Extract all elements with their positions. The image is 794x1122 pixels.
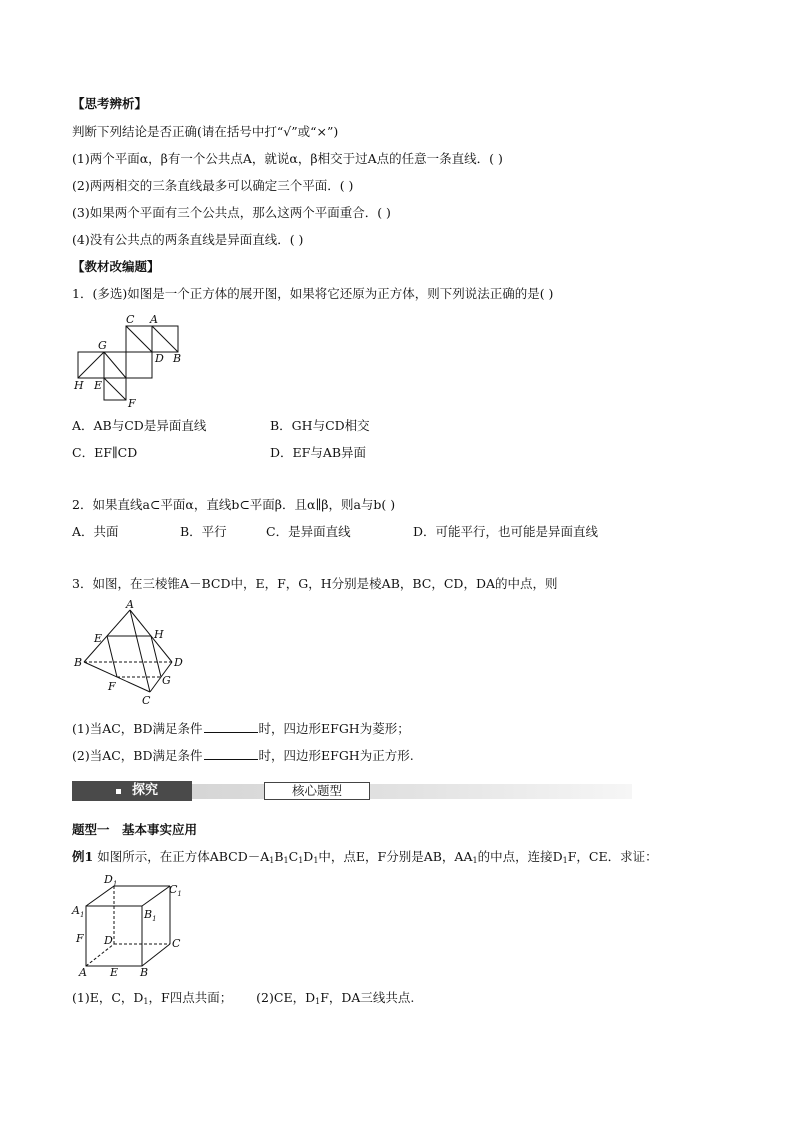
cube-label-d1: $D_1$ (104, 873, 118, 888)
think-item-2: (2)两两相交的三条直线最多可以确定三个平面．( ) (72, 178, 354, 193)
net-label-d: D (155, 352, 164, 365)
subscript: 1 (143, 997, 149, 1006)
section-think-intro: 判断下列结论是否正确(请在括号中打“√”或“×”) (72, 124, 339, 139)
net-label-c: C (126, 313, 135, 326)
banner-dark-label (72, 781, 192, 801)
cube-label-c1: $C_1$ (169, 883, 182, 898)
tetrahedron-lines (84, 610, 172, 692)
q2-option-b: B．平行 (180, 524, 227, 539)
cube-figure (70, 870, 190, 982)
cube-lines (86, 886, 170, 966)
net-label-g: G (98, 339, 107, 352)
net-label-e: E (94, 379, 103, 392)
cube-label-b: B (140, 966, 149, 979)
banner-dark-text: 探究 (132, 783, 159, 798)
example-text-part: 的中点，连接D (477, 849, 563, 864)
subscript: 1 (315, 997, 321, 1006)
tet-label-d: D (174, 656, 183, 669)
tet-label-e: E (94, 632, 103, 645)
proof-2b: F，DA三线共点. (320, 990, 415, 1005)
proof-2: (2)CE，D (256, 990, 316, 1005)
proof-1b: ，F四点共面； (148, 990, 233, 1005)
think-item-4: (4)没有公共点的两条直线是异面直线．( ) (72, 232, 304, 247)
q3-sub2-post: 时，四边形EFGH为正方形. (258, 748, 414, 763)
q2-stem: 2．如果直线a⊂平面α，直线b⊂平面β．且α∥β，则a与b( ) (72, 497, 396, 512)
tet-label-f: F (108, 680, 116, 693)
q2-option-d: D．可能平行，也可能是异面直线 (413, 524, 599, 539)
subscript: 1 (472, 856, 478, 865)
net-label-b: B (173, 352, 182, 365)
q1-stem: 1．(多选)如图是一个正方体的展开图，如果将它还原为正方体，则下列说法正确的是( ) (72, 286, 554, 301)
q1-option-a: A．AB与CD是异面直线 (72, 418, 207, 433)
q1-option-d: D．EF与AB异面 (270, 445, 367, 460)
net-label-a: A (150, 313, 158, 326)
example-text-part: B (274, 849, 284, 864)
example-text-part: C (288, 849, 299, 864)
example-text-part: F，CE．求证： (567, 849, 658, 864)
think-item-3: (3)如果两个平面有三个公共点，那么这两个平面重合．( ) (72, 205, 391, 220)
q3-sub2-blank[interactable] (204, 747, 258, 760)
q3-sub1 (72, 720, 410, 737)
banner-light-label: 核心题型 (264, 782, 370, 800)
section-think-header: 【思考辨析】 (72, 96, 148, 111)
q3-sub1-blank[interactable] (204, 720, 258, 733)
cube-label-d: D (104, 934, 113, 947)
example-text-part: 中，点E，F分别是AB，AA (318, 849, 473, 864)
tet-label-g: G (162, 674, 171, 687)
tet-label-b: B (74, 656, 83, 669)
subscript: 1 (283, 856, 289, 865)
q3-stem: 3．如图，在三棱锥A－BCD中，E，F，G，H分别是棱AB，BC，CD，DA的中点，则 (72, 576, 558, 591)
q2-option-a: A．共面 (72, 524, 119, 539)
subscript: 1 (298, 856, 304, 865)
cube-label-c: C (172, 937, 181, 950)
example-text-part: D (303, 849, 314, 864)
subscript: 1 (562, 856, 568, 865)
cube-net-figure (70, 312, 190, 408)
tet-label-a: A (126, 600, 134, 611)
example-text-part: 如图所示，在正方体ABCD－A (97, 849, 270, 864)
example-1-text (72, 849, 658, 865)
example-label: 例1 (72, 849, 94, 864)
tetrahedron-figure (70, 600, 190, 706)
q1-option-c: C．EF∥CD (72, 445, 138, 460)
q1-option-b: B．GH与CD相交 (270, 418, 370, 433)
banner-square-icon (116, 789, 121, 794)
net-label-f: F (128, 397, 136, 408)
subscript: 1 (269, 856, 275, 865)
q3-sub2-pre: (2)当AC，BD满足条件 (72, 748, 203, 763)
cube-label-b1: $B_1$ (144, 908, 157, 923)
cube-label-f: F (76, 932, 84, 945)
q3-sub2 (72, 747, 414, 764)
q3-sub1-post: 时，四边形EFGH为菱形； (258, 721, 410, 736)
section-banner (72, 781, 632, 801)
proof-tasks (72, 990, 414, 1006)
q2-option-c: C．是异面直线 (266, 524, 351, 539)
cube-label-e: E (110, 966, 119, 979)
cube-label-a: A (79, 966, 87, 979)
cube-label-a1: $A_1$ (72, 904, 85, 919)
section-textbook-header: 【教材改编题】 (72, 259, 160, 274)
subscript: 1 (313, 856, 319, 865)
proof-1: (1)E，C，D (72, 990, 144, 1005)
q3-sub1-pre: (1)当AC，BD满足条件 (72, 721, 203, 736)
tet-label-h: H (154, 628, 164, 641)
type1-title: 题型一 基本事实应用 (72, 822, 198, 837)
tet-label-c: C (142, 694, 151, 706)
think-item-1: (1)两个平面α，β有一个公共点A，就说α，β相交于过A点的任意一条直线．( ) (72, 151, 503, 166)
net-label-h: H (74, 379, 84, 392)
